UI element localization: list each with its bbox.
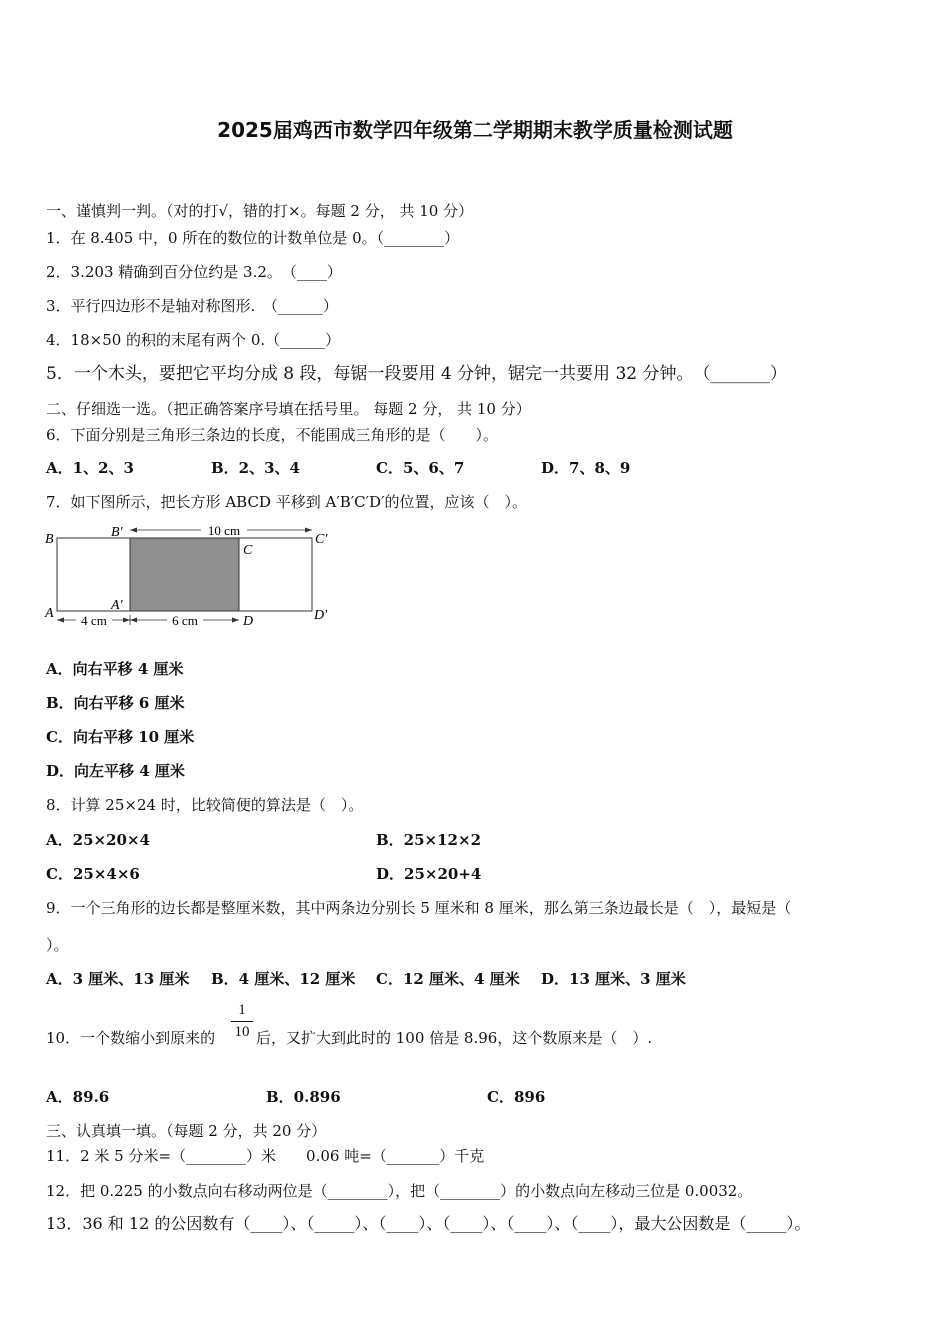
section-heading-1: 一、谨慎判一判。（对的打√，错的打×。每题 2 分， 共 10 分） [46,202,474,220]
question-9-stem: 9．一个三角形的边长都是整厘米数，其中两条边分别长 5 厘米和 8 厘米，那么第三条边最长是（ ），最短是（ [46,899,792,917]
label-6cm: 6 cm [172,613,198,628]
option-a: A．3 厘米、13 厘米 [46,970,190,988]
question-6-stem: 6．下面分别是三角形三条边的长度，不能围成三角形的是（ ）。 [46,426,499,444]
question-3: 3．平行四边形不是轴对称图形. （______） [46,297,338,315]
vertex-a: A [45,606,54,621]
option-b: B．0.896 [266,1088,341,1106]
question-9-stem-cont: ）。 [46,936,69,954]
question-5: 5．一个木头，要把它平均分成 8 段，每锯一段要用 4 分钟，锯完一共要用 32 分钟。 （_______） [46,364,788,384]
question-7-stem: 7．如下图所示，把长方形 ABCD 平移到 A′B′C′D′的位置，应该（ ）。 [46,493,527,511]
option-a: A．89.6 [46,1088,110,1106]
question-4: 4．18×50 的积的末尾有两个 0.（______） [46,331,341,349]
page-title: 2025届鸡西市数学四年级第二学期期末教学质量检测试题 [217,118,733,142]
option-b: B．25×12×2 [376,831,482,849]
option-d: D．25×20+4 [376,865,482,883]
vertex-d: D [243,614,254,629]
vertex-c: C [243,543,253,558]
option-a: A．1、2、3 [46,459,134,477]
option-a: A．25×20×4 [46,831,150,849]
vertex-d-prime: D′ [314,608,328,623]
option-c: C．向右平移 10 厘米 [46,728,195,746]
option-c: C．5、6、7 [376,459,465,477]
option-b: B．向右平移 6 厘米 [46,694,185,712]
option-b: B．2、3、4 [211,459,300,477]
question-13: 13．36 和 12 的公因数有（____）、（_____）、（____）、（____）、（____）、（____），最大公因数是（_____）。 [46,1214,811,1233]
option-c: C．12 厘米、4 厘米 [376,970,520,988]
section-heading-3: 三、认真填一填。（每题 2 分，共 20 分） [46,1122,327,1140]
question-10-stem-post: 后，又扩大到此时的 100 倍是 8.96，这个数原来是（ ）. [256,1029,653,1047]
fraction-denominator: 10 [234,1024,250,1040]
option-b: B．4 厘米、12 厘米 [211,970,356,988]
section-heading-2: 二、仔细选一选。（把正确答案序号填在括号里。 每题 2 分， 共 10 分） [46,400,531,418]
label-4cm: 4 cm [81,613,107,628]
vertex-b-prime: B′ [111,525,123,540]
translation-figure [42,520,342,632]
label-10cm: 10 cm [207,523,241,538]
fraction-numerator: 1 [238,1002,246,1018]
question-8-stem: 8．计算 25×24 时，比较简便的算法是（ ）。 [46,796,364,814]
vertex-c-prime: C′ [315,532,328,547]
question-10-stem-pre: 10．一个数缩小到原来的 [46,1029,216,1047]
question-1: 1．在 8.405 中，0 所在的数位的计数单位是 0。（________） [46,229,460,247]
option-d: D．13 厘米、3 厘米 [541,970,686,988]
option-d: D．向左平移 4 厘米 [46,762,185,780]
vertex-a-prime: A′ [111,598,123,613]
shaded-overlap [130,538,239,611]
vertex-b: B [45,532,54,547]
option-a: A．向右平移 4 厘米 [46,660,184,678]
fraction-one-tenth [231,1002,253,1041]
question-2: 2．3.203 精确到百分位约是 3.2。 （____） [46,263,342,281]
option-c: C．25×4×6 [46,865,140,883]
question-12: 12．把 0.225 的小数点向右移动两位是（________），把（________）的小数点向左移动三位是 0.0032。 [46,1182,753,1200]
question-11: 11．2 米 5 分米=（________）米 0.06 吨=（_______）千克 [46,1147,485,1165]
option-c: C．896 [487,1088,546,1106]
option-d: D．7、8、9 [541,459,631,477]
